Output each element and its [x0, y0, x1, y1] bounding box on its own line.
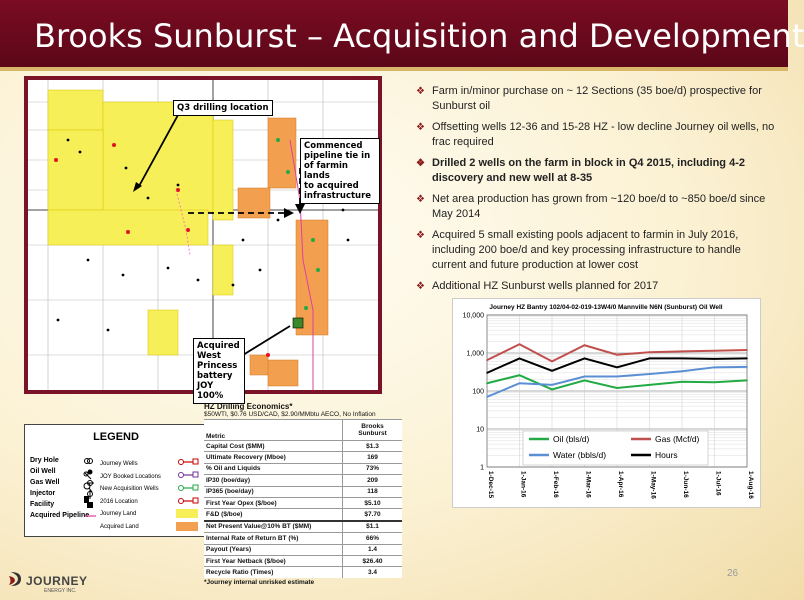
data-point [746, 358, 748, 360]
value-cell: $7.70 [343, 509, 403, 521]
x-tick-label: 1-Mar-16 [584, 471, 592, 498]
legend-label: Hours [655, 450, 678, 460]
table-row [204, 452, 402, 463]
metric-cell: Ultimate Recovery (Mboe) [204, 452, 343, 463]
table-row [204, 497, 402, 508]
value-cell: 169 [343, 452, 403, 463]
data-point [616, 387, 618, 389]
legend-item: Acquired Pipeline [30, 512, 90, 519]
x-tick-label: 1-Jul-16 [714, 471, 722, 496]
bullet-list [416, 84, 776, 300]
diamond-bullet-icon: ❖ [416, 230, 425, 241]
data-point [551, 370, 553, 372]
value-cell: $5.10 [343, 497, 403, 508]
header-value: Brooks Sunburst [343, 420, 403, 441]
data-point [649, 358, 651, 360]
map-legend [24, 424, 208, 537]
legend-label: Water (bbls/d) [553, 450, 607, 460]
bullet-item: ❖ Additional HZ Sunburst wells planned for 2017 [416, 280, 659, 292]
legend-left-list [30, 455, 89, 521]
data-point [486, 359, 488, 361]
x-tick-label: 1-Aug-16 [747, 471, 754, 499]
callout-battery: Acquired West Princess battery JOY 100% [193, 338, 245, 404]
diamond-bullet-icon: ❖ [416, 281, 425, 292]
legend-item: Journey Land [100, 511, 137, 517]
data-point [616, 376, 618, 378]
metric-cell: % Oil and Liquids [204, 463, 343, 474]
value-cell: 1.4 [343, 544, 403, 555]
header-metric: Metric [204, 420, 343, 441]
diamond-bullet-icon: ❖ [416, 86, 425, 97]
journey-logo-icon [8, 570, 24, 588]
legend-item: Oil Well [30, 468, 56, 475]
metric-cell: Net Present Value@10% BT ($MM) [204, 521, 343, 533]
metric-cell: Payout (Years) [204, 544, 343, 555]
economics-table [204, 419, 402, 578]
table-row [204, 509, 402, 521]
table-row [204, 544, 402, 555]
data-point [746, 380, 748, 382]
bullet-item: ❖ Farm in/minor purchase on ~ 12 Sections (35 boe/d) prospective for Sunburst oil [416, 85, 762, 112]
data-point [486, 382, 488, 384]
legend-item: JOY Booked Locations [100, 473, 161, 480]
data-point [616, 354, 618, 356]
data-point [681, 381, 683, 383]
data-point [519, 374, 521, 376]
bullet-item: ❖ Offsetting wells 12-36 and 15-28 HZ - low decline Journey oil wells, no frac required [416, 121, 775, 148]
battery-facility [293, 318, 303, 328]
data-point [746, 349, 748, 351]
data-point [519, 343, 521, 345]
page-number: 26 [727, 568, 739, 579]
legend-item: Acquired Land [100, 523, 139, 530]
y-tick-label: 1 [480, 464, 484, 472]
diamond-bullet-icon: ❖ [416, 194, 425, 205]
data-point [681, 358, 683, 360]
table-row [204, 475, 402, 486]
metric-cell: F&D ($/boe) [204, 509, 343, 521]
title-underline [0, 67, 788, 71]
y-tick-label: 100 [472, 388, 484, 396]
data-point [714, 367, 716, 369]
economics-note: *Journey internal unrisked estimate [204, 578, 315, 586]
data-point [519, 382, 521, 384]
data-point [551, 389, 553, 391]
chart-title: Journey HZ Bantry 102/04-02-019-13W4/0 Mannville N6N (Sunburst) Oil Well [489, 304, 723, 311]
value-cell: 66% [343, 533, 403, 544]
table-row [204, 486, 402, 497]
data-point [584, 344, 586, 346]
data-point [714, 381, 716, 383]
metric-cell: Capital Cost ($MM) [204, 441, 343, 452]
data-point [519, 358, 521, 360]
legend-item: Gas Well [30, 479, 60, 486]
data-point [551, 384, 553, 386]
table-row [204, 463, 402, 474]
logo-name: JOURNEY [26, 574, 88, 588]
data-point [746, 366, 748, 368]
data-point [649, 351, 651, 353]
value-cell: 209 [343, 475, 403, 486]
economics-subtitle: $50WTI, $0.76 USD/CAD, $2.90/MMbtu AECO, No Inflation [204, 411, 376, 418]
data-point [551, 361, 553, 363]
legend-right-symbols [83, 458, 201, 536]
x-tick-label: 1-Feb-16 [552, 471, 559, 498]
value-cell: $1.3 [343, 441, 403, 452]
table-row [204, 567, 402, 578]
table-row [204, 521, 402, 533]
legend-label: Gas (Mcf/d) [655, 434, 700, 444]
logo-subtitle: ENERGY INC. [44, 588, 77, 594]
data-point [486, 396, 488, 398]
metric-cell: IP30 (boe/day) [204, 475, 343, 486]
legend-item: New Acquisition Wells [100, 486, 159, 492]
x-tick-label: 1-Dec-15 [487, 471, 494, 499]
table-row [204, 533, 402, 544]
x-tick-label: 1-Jun-16 [682, 471, 689, 498]
value-cell: 3.4 [343, 567, 403, 578]
data-point [584, 380, 586, 382]
economics-title: HZ Drilling Economics* [204, 402, 293, 411]
legend-item: Injector [30, 490, 56, 497]
legend-item: Journey Wells [100, 461, 138, 467]
metric-cell: Recycle Ratio (Times) [204, 567, 343, 578]
x-tick-label: 1-May-16 [649, 471, 657, 499]
bullet-item: ❖ Drilled 2 wells on the farm in block in Q4 2015, including 4-2 discovery and new well at 8-35 [416, 157, 745, 184]
slide-title: Brooks Sunburst – Acquisition and Development [34, 17, 804, 55]
legend-title: LEGEND [93, 431, 139, 443]
table-header-row [204, 420, 402, 441]
x-tick-label: 1-Apr-16 [617, 471, 624, 498]
metric-cell: Internal Rate of Return BT (%) [204, 533, 343, 544]
metric-cell: First Year Opex ($/boe) [204, 497, 343, 508]
callout-pipeline: Commenced pipeline tie in of farmin lands to acquired infrastructure [300, 138, 380, 204]
metric-cell: First Year Netback ($/boe) [204, 555, 343, 566]
x-tick-label: 1-Jan-16 [519, 471, 527, 498]
callout-q3-drilling: Q3 drilling location [173, 100, 273, 116]
y-tick-label: 1,000 [466, 350, 484, 358]
diamond-bullet-icon: ❖ [416, 158, 425, 169]
battery-arrow [243, 326, 290, 355]
acquired-land-swatch [176, 522, 198, 531]
bullet-item: ❖ Acquired 5 small existing pools adjacent to farmin in July 2016, including 200 boe/d and key processing infrastructure to handle current and future production at lower cost [416, 229, 741, 271]
metric-cell: IP365 (boe/day) [204, 486, 343, 497]
value-cell: 73% [343, 463, 403, 474]
bullet-item: ❖ Net area production has grown from ~120 boe/d to ~850 boe/d since May 2014 [416, 193, 766, 220]
data-point [714, 358, 716, 360]
table-row [204, 441, 402, 452]
chart-svg [453, 299, 760, 507]
journey-land-swatch [176, 509, 198, 518]
legend-item: 2016 Location [100, 498, 138, 505]
legend-label: Oil (bls/d) [553, 434, 590, 444]
y-tick-label: 10,000 [462, 312, 484, 320]
production-chart [452, 298, 761, 508]
journey-land [48, 90, 233, 355]
land-map [24, 76, 382, 401]
value-cell: $1.1 [343, 521, 403, 533]
diamond-bullet-icon: ❖ [416, 122, 425, 133]
data-point [681, 351, 683, 353]
data-point [584, 376, 586, 378]
table-row [204, 555, 402, 566]
title-bar [0, 0, 804, 71]
data-point [681, 370, 683, 372]
legend-item: Facility [30, 501, 55, 508]
data-point [714, 350, 716, 352]
data-point [486, 372, 488, 374]
value-cell: 118 [343, 486, 403, 497]
data-point [649, 384, 651, 386]
data-point [616, 367, 618, 369]
value-cell: $26.40 [343, 555, 403, 566]
data-point [584, 358, 586, 360]
economics-table-block [204, 402, 402, 586]
legend-item: Dry Hole [30, 457, 59, 464]
data-point [649, 373, 651, 375]
y-tick-label: 10 [476, 426, 484, 434]
